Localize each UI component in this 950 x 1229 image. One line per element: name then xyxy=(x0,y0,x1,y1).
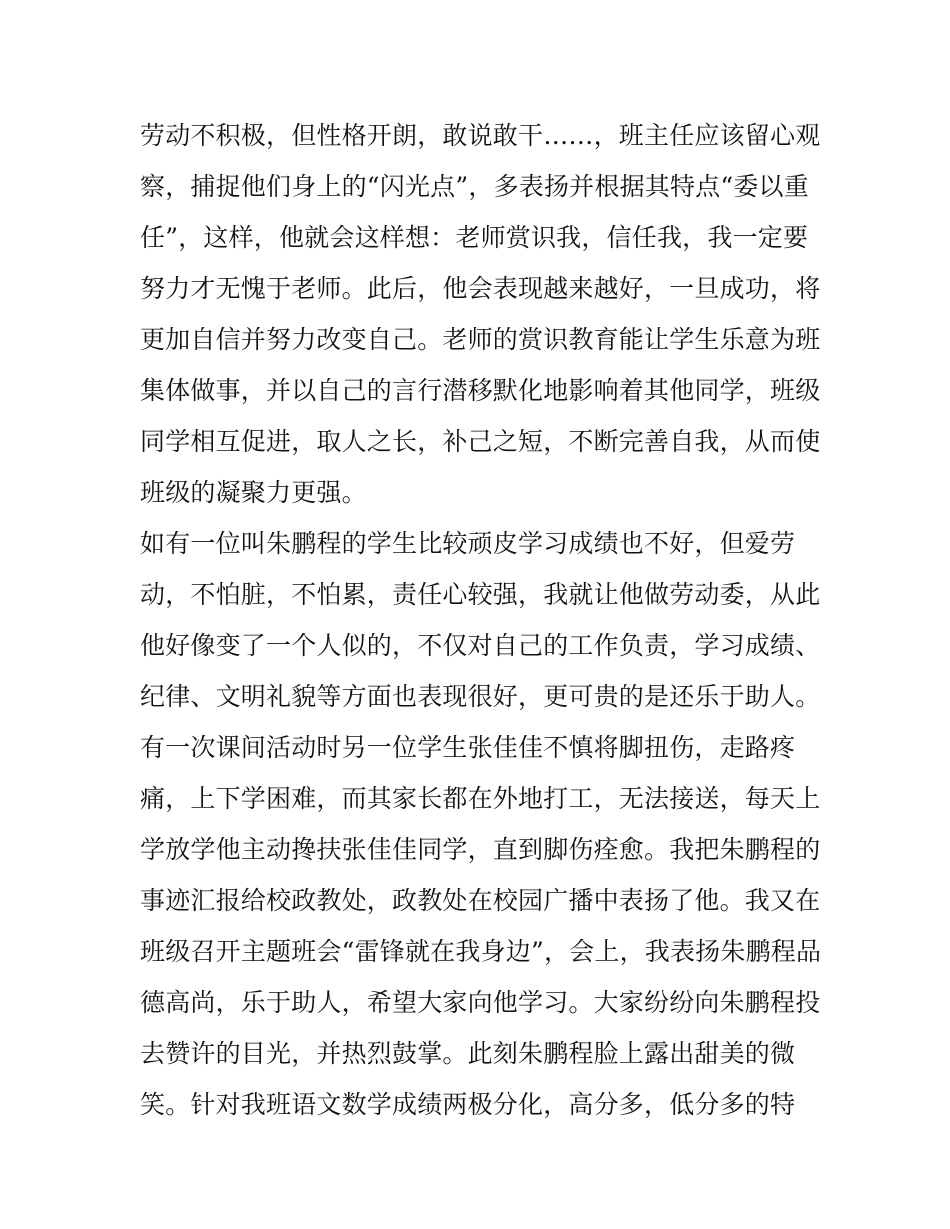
text-line: 班级召开主题班会“雷锋就在我身边”，会上，我表扬朱鹏程品 xyxy=(140,937,822,966)
text-line: 学放学他主动搀扶张佳佳同学，直到脚伤痊愈。我把朱鹏程的 xyxy=(140,835,821,864)
text-line: 同学相互促进，取人之长，补己之短，不断完善自我，从而使 xyxy=(140,427,821,456)
paragraph-student-example xyxy=(140,518,820,1130)
text-line: 德高尚，乐于助人，希望大家向他学习。大家纷纷向朱鹏程投 xyxy=(140,988,821,1017)
text-line: 纪律、文明礼貌等方面也表现很好，更可贵的是还乐于助人。 xyxy=(140,682,821,711)
text-line: 更加自信并努力改变自己。老师的赏识教育能让学生乐意为班 xyxy=(140,325,821,354)
body-text xyxy=(140,110,820,1130)
text-line: 任”，这样，他就会这样想：老师赏识我，信任我，我一定要 xyxy=(140,223,809,252)
text-line: 去赞许的目光，并热烈鼓掌。此刻朱鹏程脸上露出甜美的微 xyxy=(140,1039,796,1068)
text-line: 劳动不积极，但性格开朗，敢说敢干……，班主任应该留心观 xyxy=(140,121,821,150)
text-line: 笑。针对我班语文数学成绩两极分化，高分多，低分多的特 xyxy=(140,1090,796,1119)
text-line: 有一次课间活动时另一位学生张佳佳不慎将脚扭伤，走路疼 xyxy=(140,733,796,762)
text-line: 努力才无愧于老师。此后，他会表现越来越好，一旦成功，将 xyxy=(140,274,821,303)
paragraph-praise-education xyxy=(140,110,820,518)
text-line: 班级的凝聚力更强。 xyxy=(140,478,367,507)
text-line: 集体做事，并以自己的言行潜移默化地影响着其他同学，班级 xyxy=(140,376,821,405)
text-line: 动，不怕脏，不怕累，责任心较强，我就让他做劳动委，从此 xyxy=(140,580,821,609)
text-line: 如有一位叫朱鹏程的学生比较顽皮学习成绩也不好，但爱劳 xyxy=(140,529,796,558)
text-line: 事迹汇报给校政教处，政教处在校园广播中表扬了他。我又在 xyxy=(140,886,821,915)
text-line: 他好像变了一个人似的，不仅对自己的工作负责，学习成绩、 xyxy=(140,631,821,660)
text-line: 察，捕捉他们身上的“闪光点”，多表扬并根据其特点“委以重 xyxy=(140,172,809,201)
text-line: 痛，上下学困难，而其家长都在外地打工，无法接送，每天上 xyxy=(140,784,821,813)
